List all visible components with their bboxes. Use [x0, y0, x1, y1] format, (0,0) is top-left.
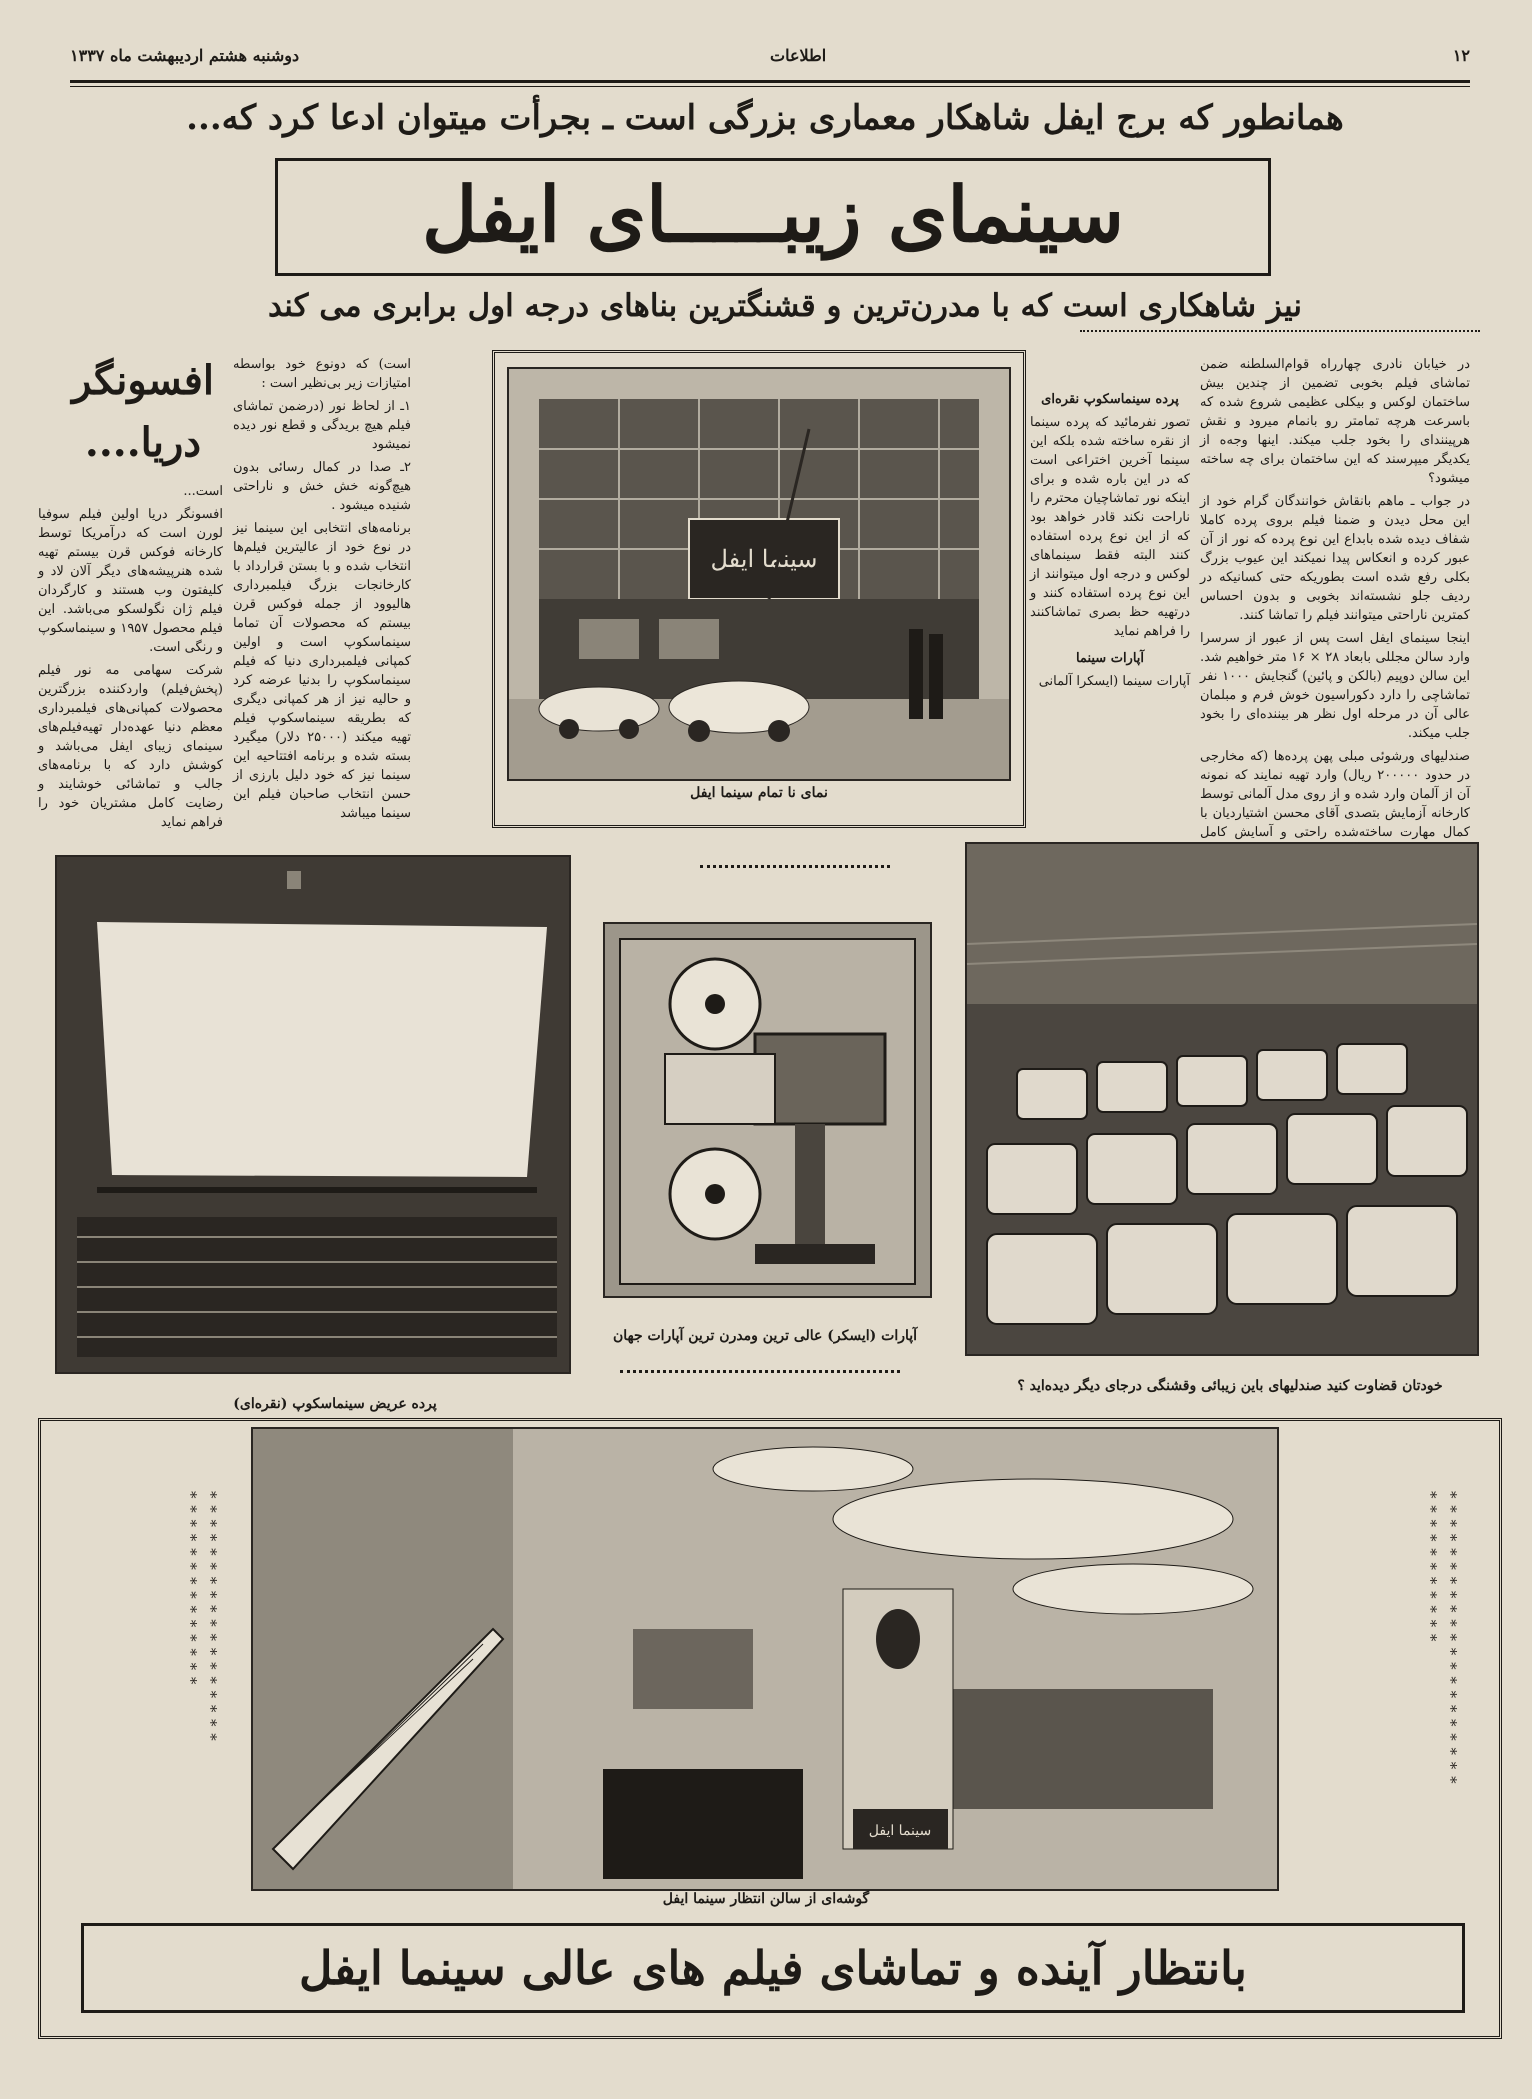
lobby-photo — [251, 1427, 1279, 1891]
right-column-paragraph-3: اینجا سینمای ایفل است پس از عبور از سرسرا وارد سالن مجللی بابعاد ۲۸ × ۱۶ متر خواهیم شد. این سالن دوپیم (بالکن و پائین) گنجایش ۱۰۰۰ نفر تماشاچی را دارد دکوراسیون خوش فرم و مبلمان عالی آن در مرحله اول نظر هر بیننده‌ای را بخود جلب میکند. — [1200, 631, 1471, 741]
star-column: * * * * * * * * — [182, 1576, 200, 1686]
seats-photo — [965, 842, 1479, 1356]
bottom-box — [38, 1418, 1502, 2039]
right-inner-heading-1: پرده سینماسکوپ نقره‌ای — [1041, 392, 1179, 407]
exterior-photo — [507, 367, 1011, 781]
page-number: ۱۲ — [1452, 46, 1470, 65]
right-inner-column — [1030, 390, 1190, 830]
left-column — [38, 350, 223, 840]
stars-left — [81, 1491, 221, 1751]
headline-kicker: همانطور که برج ایفل شاهکار معماری بزرگی است ـ بجرأت میتوان ادعا کرد که... — [186, 98, 1344, 138]
middle-left-column — [233, 355, 411, 840]
star-column: * * * * * * * * — [202, 1605, 220, 1714]
cinema-screen-illustration — [57, 857, 569, 1372]
footer-slogan: بانتظار آینده و تماشای فیلم های عالی سینما ایفل — [299, 1941, 1247, 1995]
projector-ornament-bottom — [620, 1370, 900, 1373]
right-column — [1200, 355, 1471, 840]
issue-date: دوشنبه هشتم اردیبهشت ماه ۱۳۳۷ — [70, 46, 300, 65]
middle-left-paragraph-2: ۱ـ از لحاظ نور (درضمن تماشای فیلم هیچ بریدگی و قطع نور دیده نمیشود — [233, 399, 411, 452]
cinema-exterior-illustration — [509, 369, 1009, 779]
newspaper-name: اطلاعات — [770, 46, 827, 65]
left-column-title: افسونگر دریا.... — [72, 357, 214, 466]
star-column: * * * * * * * * — [1442, 1605, 1460, 1714]
page-header — [70, 44, 1470, 74]
left-column-paragraph-1: است... — [183, 484, 223, 499]
projector-illustration — [605, 924, 930, 1296]
right-inner-paragraph-1: تصور نفرمائید که پرده سینما از نقره ساخته شده بلکه این سینما آخرین اختراعی است که در این باره شده و برای اینکه نور تماشاچیان محترم را ناراحت نکند قادر خواهد بود که از این نوع پرده استفاده کنند البته فقط سینماهای لوکس و درجه اول میتوانند از این نوع پرده استفاده کنند و درتهیه حظ بصری تماشاکنند را فراهم نماید — [1030, 415, 1190, 639]
lobby-illustration — [253, 1429, 1277, 1889]
exterior-photo-frame — [492, 350, 1026, 828]
screen-photo — [55, 855, 571, 1374]
projector-photo — [603, 922, 932, 1298]
star-column: * * * * * * * * — [202, 1491, 220, 1600]
headline-title: سینمای زیبـــــای ایفل — [421, 170, 1125, 259]
middle-left-paragraph-4: برنامه‌های انتخابی این سینما نیز در نوع خود از عالیترین فیلم‌ها انتخاب شده و با بستن قرارداد با کارخانجات بزرگ فیلمبرداری هالیوود از جمله فوکس قرن بیستم که محصولات آن تماما سینماسکوپ است و اولین کمپانی فیلمبرداری دنیا که فیلم سینماسکوپ را بدنیا عرضه کرد و حالیه نیز از هر کمپانی دیگری که بطریقه سینماسکوپ فیلم تهیه میکند (۲۵۰۰۰ دلار) میگیرد بسته شده و برنامه افتتاحیه این سینما نیز که خود دلیل بارزی از حسن انتخاب صاحبان فیلم این سینما میباشد — [233, 521, 411, 821]
headline-subtitle: نیز شاهکاری است که با مدرن‌ترین و قشنگترین بناهای درجه اول برابری می کند — [268, 288, 1302, 324]
right-inner-paragraph-2: آپارات سینما (ایسکرا آلمانی — [1038, 674, 1190, 689]
headline-title-box — [275, 158, 1271, 276]
right-column-paragraph-2: در جواب ـ ماهم بانقاش خوانندگان گرام خود از این محل دیدن و ضمنا فیلم بروی پرده کاملا شفاف دیده شده بابداع این نوع پرده که نور از آن عبور کرده و انعکاس پیدا نمیکند این عیوب بزرگ بکلی رفع شده است بطوریکه حتی کسانیکه در ردیف جلو نشسته‌اند بخوبی و بدون احساس کمترین ناراحتی میتوانند فیلم را تماشا کنند. — [1200, 494, 1470, 623]
left-column-paragraph-3: شرکت سهامی مه نور فیلم (پخش‌فیلم) واردکننده بزرگترین محصولات کمپانی‌های فیلمبرداری معظم دنیا عهده‌دار تهیه‌فیلم‌های سینمای زیبای ایفل می‌باشد و کوشش دارد که با برنامه‌های جالب و تماشائی خوشایند و رضایت کامل مشتریان خود را فراهم نماید — [38, 663, 223, 830]
left-column-paragraph-2: افسونگر دریا اولین فیلم سوفیا لورن است که درآمریکا توسط کارخانه فوکس قرن بیستم تهیه شده هنرپیشه‌های دیگر آلان لاد و کلیفتون وب هستند و کارگردان فیلم ژان نگولسکو می‌باشد. این فیلم محصول ۱۹۵۷ و سینماسکوپ و رنگی است. — [38, 507, 223, 655]
exterior-sign-text: سینما ایفل — [710, 545, 818, 573]
header-rule-thin — [70, 86, 1470, 87]
exterior-caption: نمای نا تمام سینما ایفل — [690, 785, 828, 801]
right-inner-heading-2: آپارات سینما — [1075, 651, 1145, 666]
right-column-paragraph-4: صندلیهای ورشوئی مبلی پهن پرده‌ها (که مخارجی در حدود ۲۰۰۰۰۰ ریال) وارد تهیه نمایند که نمونه آن از آلمان وارد شده و از روی مدل آلمانی توسط کارخانه آزمایش بتصدی آقای محسن اشتیاردیان با کمال مهارت ساخته‌شده راحتی و آسایش کامل — [1200, 749, 1470, 840]
star-column: * * * * * * * * — [1442, 1491, 1460, 1600]
subtitle-wavy-rule — [1080, 330, 1480, 332]
seats-illustration — [967, 844, 1477, 1354]
star-column: * * * * * * * * — [1422, 1533, 1440, 1643]
right-column-paragraph-1: در خیابان نادری چهارراه قوام‌السلطنه ضمن تماشای فیلم بخوبی تضمین از چندین بیش ساختمان لوکس و بیکلی عظیمی شروع شده که باسرعت هرچه تمامتر رو بانمام میرود و نقش هرپینندای را بخود جلب میکند. اینها وجه‌ه از یکدیگر میپرسند که این ساختمان برای چه ساخته میشود؟ — [1200, 357, 1470, 486]
lobby-caption: گوشه‌ای از سالن انتظار سینما ایفل — [662, 1891, 870, 1907]
screen-caption: پرده عریض سینماسکوپ (نقره‌ای) — [233, 1396, 437, 1412]
footer-slogan-box — [81, 1923, 1465, 2013]
projector-ornament-top — [700, 865, 890, 868]
projector-caption: آپارات (ایسکر) عالی ترین ومدرن ترین آپارات جهان — [612, 1328, 918, 1344]
star-column: * * * * * * * * — [1422, 1491, 1460, 1785]
seats-caption: خودتان قضاوت کنید صندلیهای باین زیبائی وقشنگی درجای دیگر دیده‌اید ؟ — [1017, 1378, 1443, 1394]
poster-text: سینما ایفل — [868, 1823, 932, 1839]
stars-right — [1321, 1491, 1461, 1791]
middle-left-paragraph-1: است) که دونوع خود بواسطه امتیازات زیر بی‌نظیر است : — [233, 357, 411, 391]
star-column: * * * * * * * * — [182, 1491, 220, 1743]
middle-left-paragraph-3: ۲ـ صدا در کمال رسائی بدون هیچ‌گونه خش خش و ناراحتی شنیده میشود . — [233, 460, 411, 513]
header-rule — [70, 80, 1470, 83]
